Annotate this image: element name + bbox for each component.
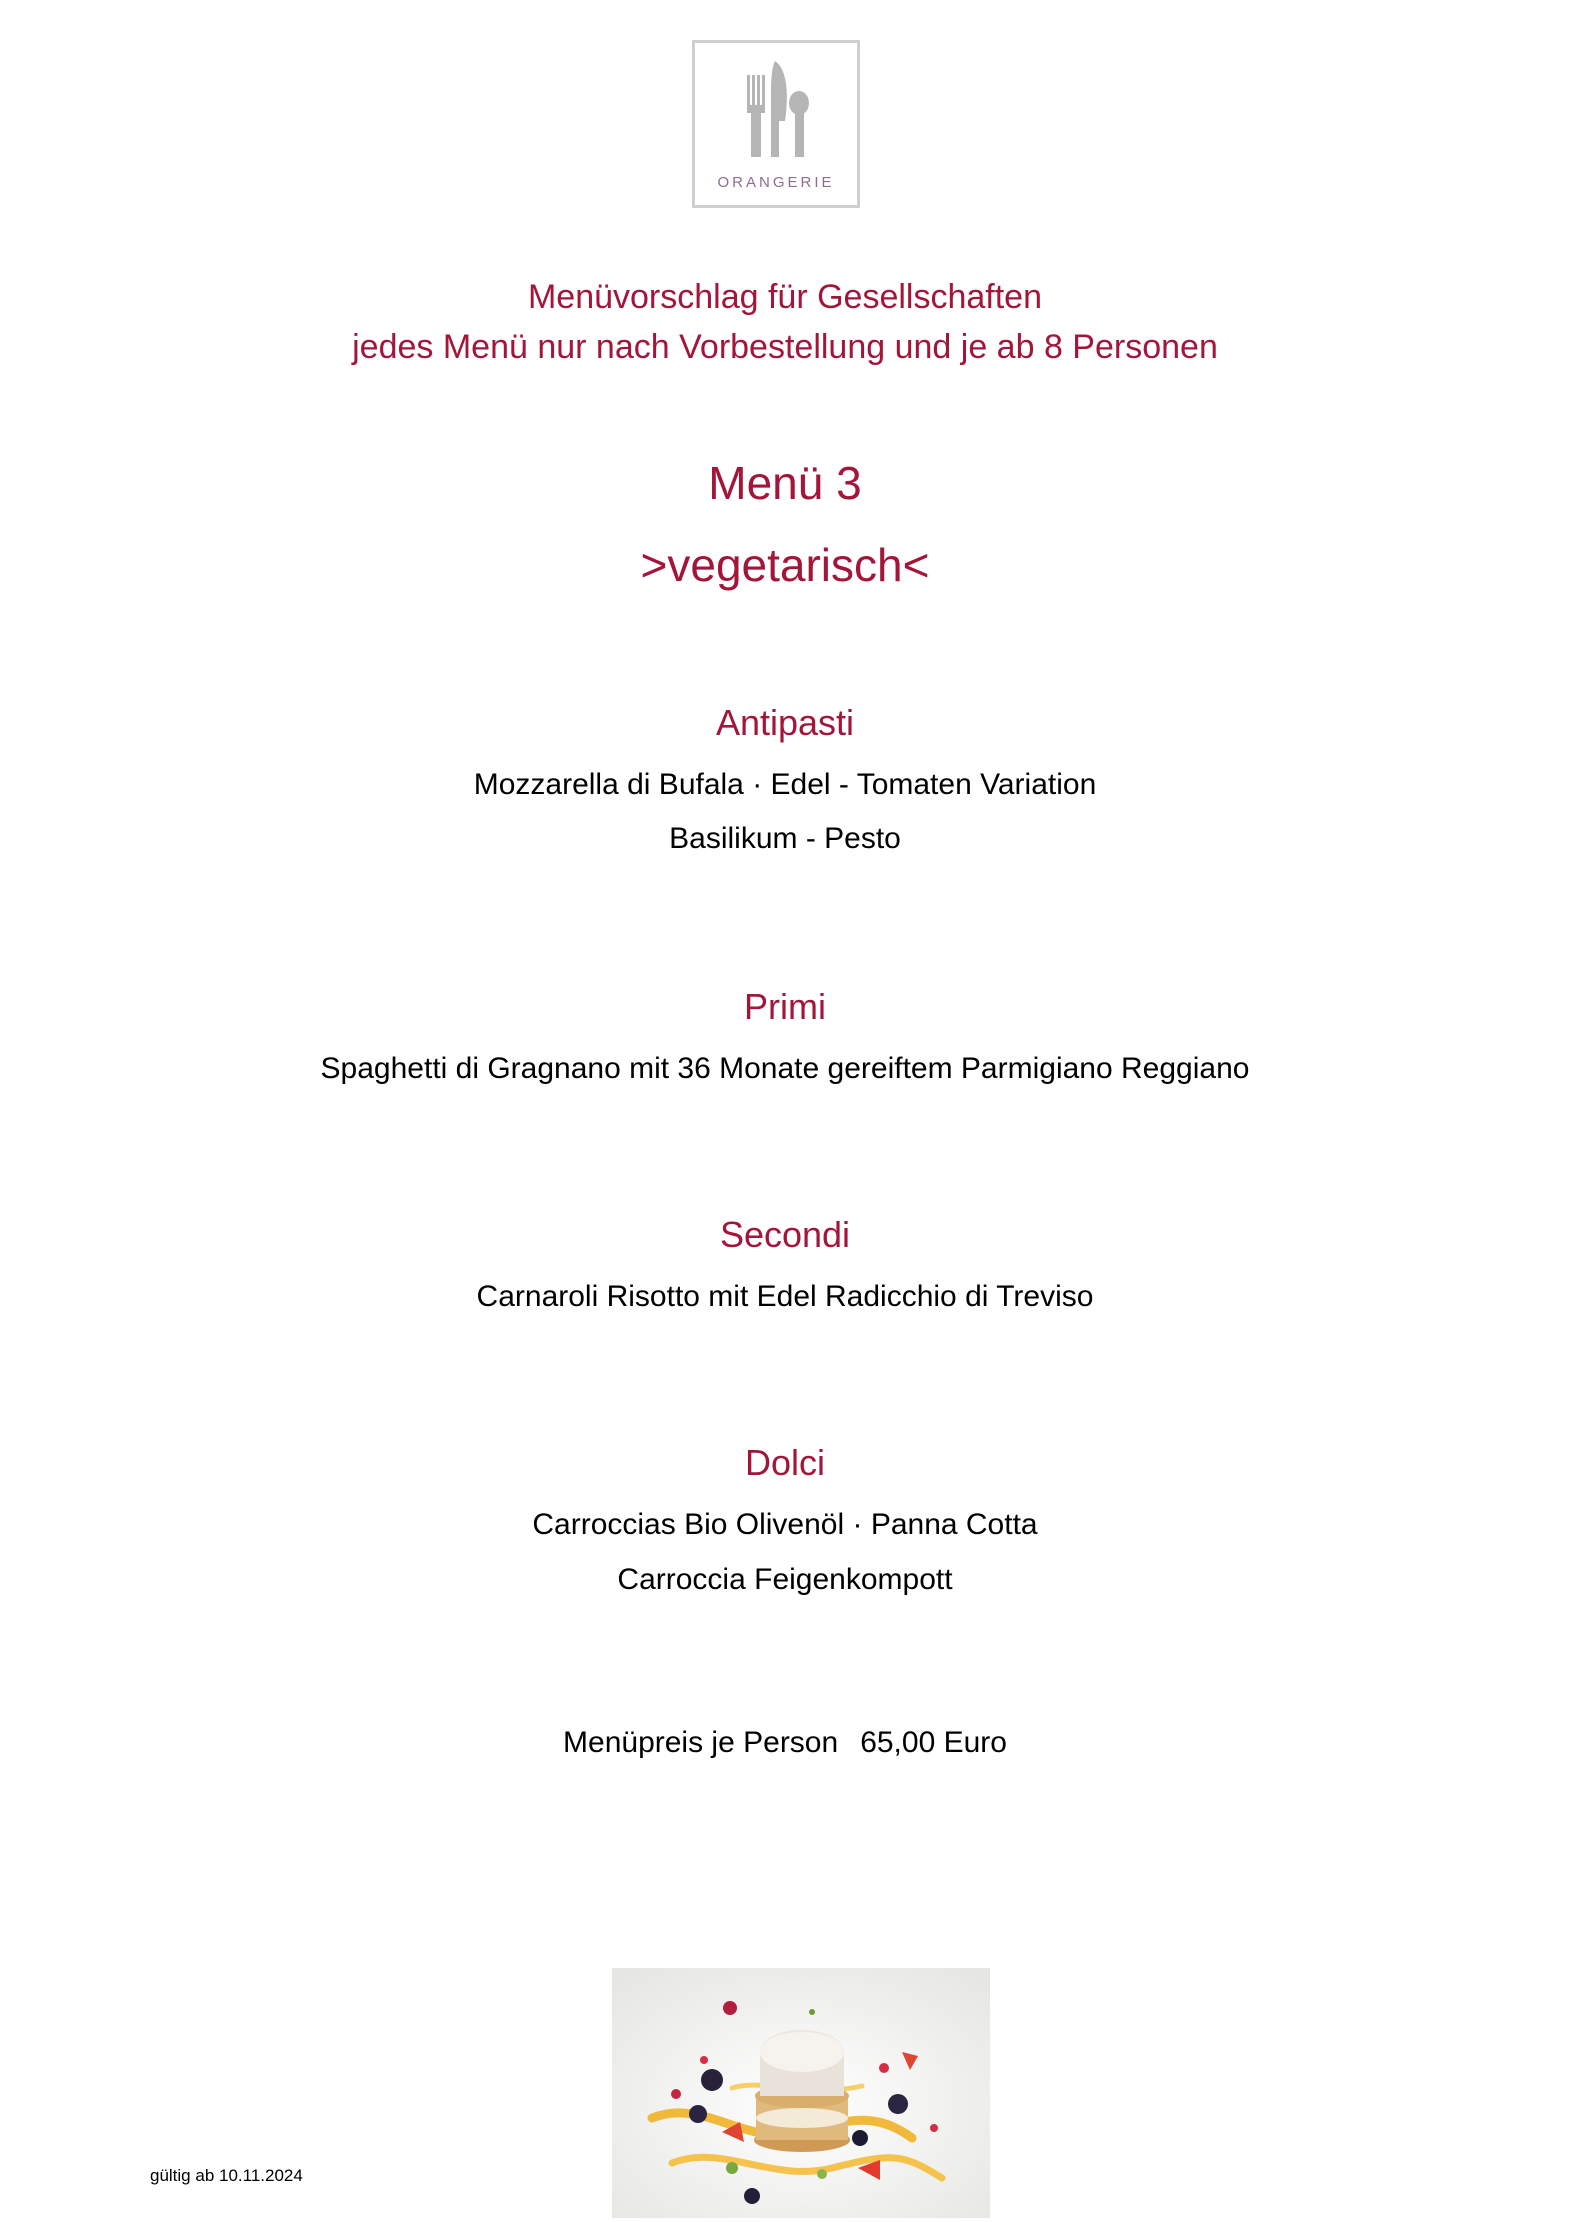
intro-line-1: Menüvorschlag für Gesellschaften — [527, 278, 1043, 316]
price-row — [0, 1726, 1570, 1760]
dish-item: Spaghetti di Gragnano mit 36 Monate gereiftem Parmigiano Reggiano — [320, 1052, 1250, 1085]
cutlery-icon — [695, 43, 857, 173]
dish-item: Carroccia Feigenkompott — [617, 1563, 953, 1596]
dish-item: Carnaroli Risotto mit Edel Radicchio di Treviso — [476, 1280, 1094, 1313]
price-label: Menüpreis je Person — [563, 1726, 839, 1759]
course-title-secondi: Secondi — [719, 1214, 851, 1255]
orangerie-logo — [692, 40, 860, 208]
menu-title: Menü 3 — [708, 457, 862, 509]
price-value: 65,00 Euro — [860, 1726, 1007, 1759]
course-title-antipasti: Antipasti — [715, 702, 855, 743]
menu-subtitle: >vegetarisch< — [640, 539, 930, 591]
dish-item: Basilikum - Pesto — [669, 822, 901, 855]
dish-item: Mozzarella di Bufala · Edel - Tomaten Variation — [473, 768, 1097, 801]
dish-item: Carroccias Bio Olivenöl · Panna Cotta — [532, 1508, 1038, 1541]
course-title-primi: Primi — [744, 986, 826, 1027]
valid-from-note: gültig ab 10.11.2024 — [150, 2166, 303, 2185]
dessert-photo — [612, 1968, 990, 2218]
course-title-dolci: Dolci — [744, 1442, 825, 1483]
intro-line-2: jedes Menü nur nach Vorbestellung und je ab 8 Personen — [352, 328, 1218, 366]
logo-wordmark: ORANGERIE — [717, 174, 835, 191]
